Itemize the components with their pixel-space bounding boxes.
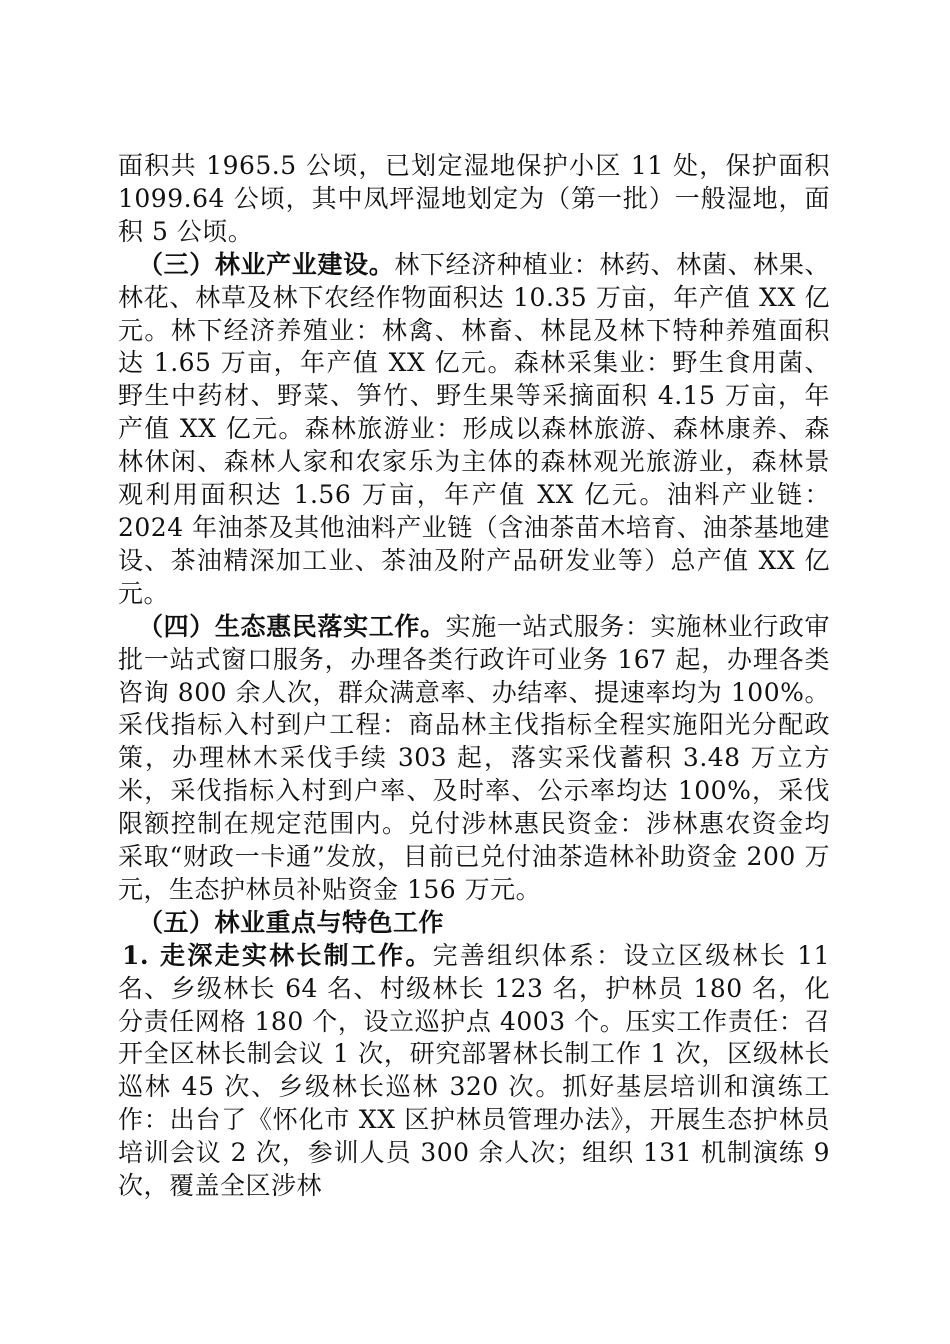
paragraph-ecological-benefit bbox=[118, 611, 830, 907]
subsection-heading-forest-chief: 1. 走深走实林长制工作。 bbox=[122, 940, 433, 970]
paragraph-text: 实施一站式服务：实施林业行政审批一站式窗口服务，办理各类行政许可业务 167 起，办理各类咨询 800 余人次，群众满意率、办结率、提速率均为 100%。采伐指标入村到户工程：商品林主伐指标全程实施阳光分配政策，办理林木采伐手续 303 起，落实采伐蓄积 3.48 万立方米，采伐指标入村到户率、及时率、公示率均达 100%，采伐限额控制在规定范围内。兑付涉林惠民资金：涉林惠农资金均采取“财政一卡通”发放，目前已兑付油茶造林补助资金 200 万元，生态护林员补贴资金 156 万元。 bbox=[118, 611, 830, 904]
paragraph-text: 林下经济种植业：林药、林菌、林果、林花、林草及林下农经作物面积达 10.35 万亩，年产值 XX 亿元。林下经济养殖业：林禽、林畜、林昆及林下特种养殖面积达 1.65 万亩，年产值 XX 亿元。森林采集业：野生食用菌、野生中药材、野菜、笋竹、野生果等采摘面积 4.15 万亩，年产值 XX 亿元。森林旅游业：形成以森林旅游、森林康养、森林休闲、森林人家和农家乐为主体的森林观光旅游业，森林景观利用面积达 1.56 万亩，年产值 XX 亿元。油料产业链：2024 年油茶及其他油料产业链（含油茶苗木培育、油茶基地建设、茶油精深加工业、茶油及附产品研发业等）总产值 XX 亿元。 bbox=[118, 249, 830, 608]
paragraph-text: 完善组织体系：设立区级林长 11 名、乡级林长 64 名、村级林长 123 名，护林员 180 名，化分责任网格 180 个，设立巡护点 4003 个。压实工作责任：召开全区林长制会议 1 次，研究部署林长制工作 1 次，区级林长巡林 45 次、乡级林长巡林 320 次。抓好基层培训和演练工作：出台了《怀化市 XX 区护林员管理办法》，开展生态护林员培训会议 2 次，参训人员 300 余人次；组织 131 机制演练 9 次，覆盖全区涉林 bbox=[118, 940, 830, 1201]
section-heading-key-work: （五）林业重点与特色工作 bbox=[138, 907, 445, 937]
paragraph-wetland-area bbox=[118, 150, 830, 249]
paragraph-text: 面积共 1965.5 公顷，已划定湿地保护小区 11 处，保护面积 1099.64 公顷，其中凤坪湿地划定为（第一批）一般湿地，面积 5 公顷。 bbox=[118, 151, 830, 246]
section-heading-ecological-benefit: （四）生态惠民落实工作。 bbox=[138, 611, 446, 641]
section-heading-forestry-industry: （三）林业产业建设。 bbox=[138, 249, 395, 279]
paragraph-key-work-heading bbox=[118, 907, 830, 940]
paragraph-forest-chief-system bbox=[118, 940, 830, 1203]
document-page bbox=[118, 150, 830, 1203]
paragraph-forestry-industry bbox=[118, 249, 830, 611]
